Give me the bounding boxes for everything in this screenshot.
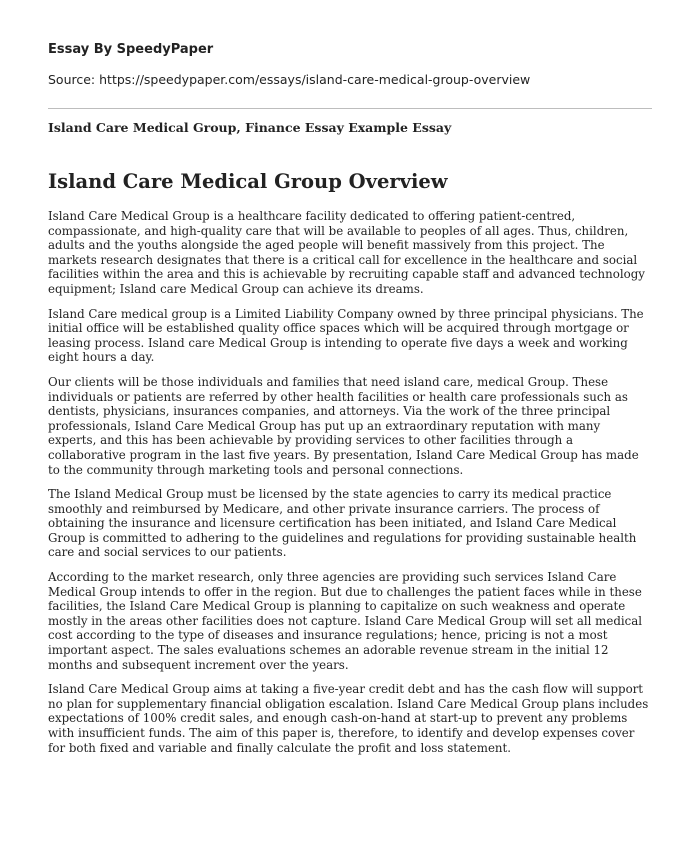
body-paragraph-3: Our clients will be those individuals and families that need island care, medical Group. These individuals or patients are referred by other health facilities or health care professionals such as dentists, physicians, insurances companies, and attorneys. Via the work of the three principal professionals, Island Care Medical Group has put up an extraordinary reputation with many experts, and this has been achievable by providing services to other facilities through a collaborative program in the last five years. By presentation, Island Care Medical Group has made to the community through marketing tools and personal connections.	[48, 374, 639, 477]
essay-title: Island Care Medical Group Overview	[48, 170, 448, 193]
essay-body	[48, 209, 652, 765]
source-url: Source: https://speedypaper.com/essays/island-care-medical-group-overview	[48, 72, 531, 87]
body-paragraph-6: Island Care Medical Group aims at taking a five-year credit debt and has the cash flow will support no plan for supplementary financial obligation escalation. Island Care Medical Group plans includes expectations of 100% credit sales, and enough cash-on-hand at start-up to prevent any problems with insufficient funds. The aim of this paper is, therefore, to identify and develop expenses cover for both fixed and variable and finally calculate the profit and loss statement.	[48, 682, 649, 755]
essay-author-label: Essay By SpeedyPaper	[48, 42, 214, 57]
body-paragraph-1: Island Care Medical Group is a healthcare facility dedicated to offering patient-centred, compassionate, and high-quality care that will be available to peoples of all ages. Thus, children, adults and the youths alongside the aged people will benefit massively from this project. The markets research designates that there is a critical call for excellence in the healthcare and social facilities within the area and this is achievable by recruiting capable staff and advanced technology equipment; Island care Medical Group can achieve its dreams.	[48, 209, 645, 296]
essay-subtitle: Island Care Medical Group, Finance Essay Example Essay	[48, 120, 452, 135]
header-divider	[48, 108, 652, 109]
body-paragraph-5: According to the market research, only three agencies are providing such services Island Care Medical Group intends to offer in the region. But due to challenges the patient faces while in these facilities, the Island Care Medical Group is planning to capitalize on such weakness and operate mostly in the areas other facilities does not capture. Island Care Medical Group will set all medical cost according to the type of diseases and insurance regulations; hence, pricing is not a most important aspect. The sales evaluations schemes an adorable revenue stream in the initial 12 months and subsequent increment over the years.	[48, 570, 643, 672]
body-paragraph-2: Island Care medical group is a Limited Liability Company owned by three principal physicians. The initial office will be established quality office spaces which will be acquired through mortgage or leasing process. Island care Medical Group is intending to operate five days a week and working eight hours a day.	[48, 306, 644, 365]
body-paragraph-4: The Island Medical Group must be licensed by the state agencies to carry its medical practice smoothly and reimbursed by Medicare, and other private insurance carriers. The process of obtaining the insurance and licensure certification has been initiated, and Island Care Medical Group is committed to adhering to the guidelines and regulations for providing sustainable health care and social services to our patients.	[48, 487, 637, 560]
